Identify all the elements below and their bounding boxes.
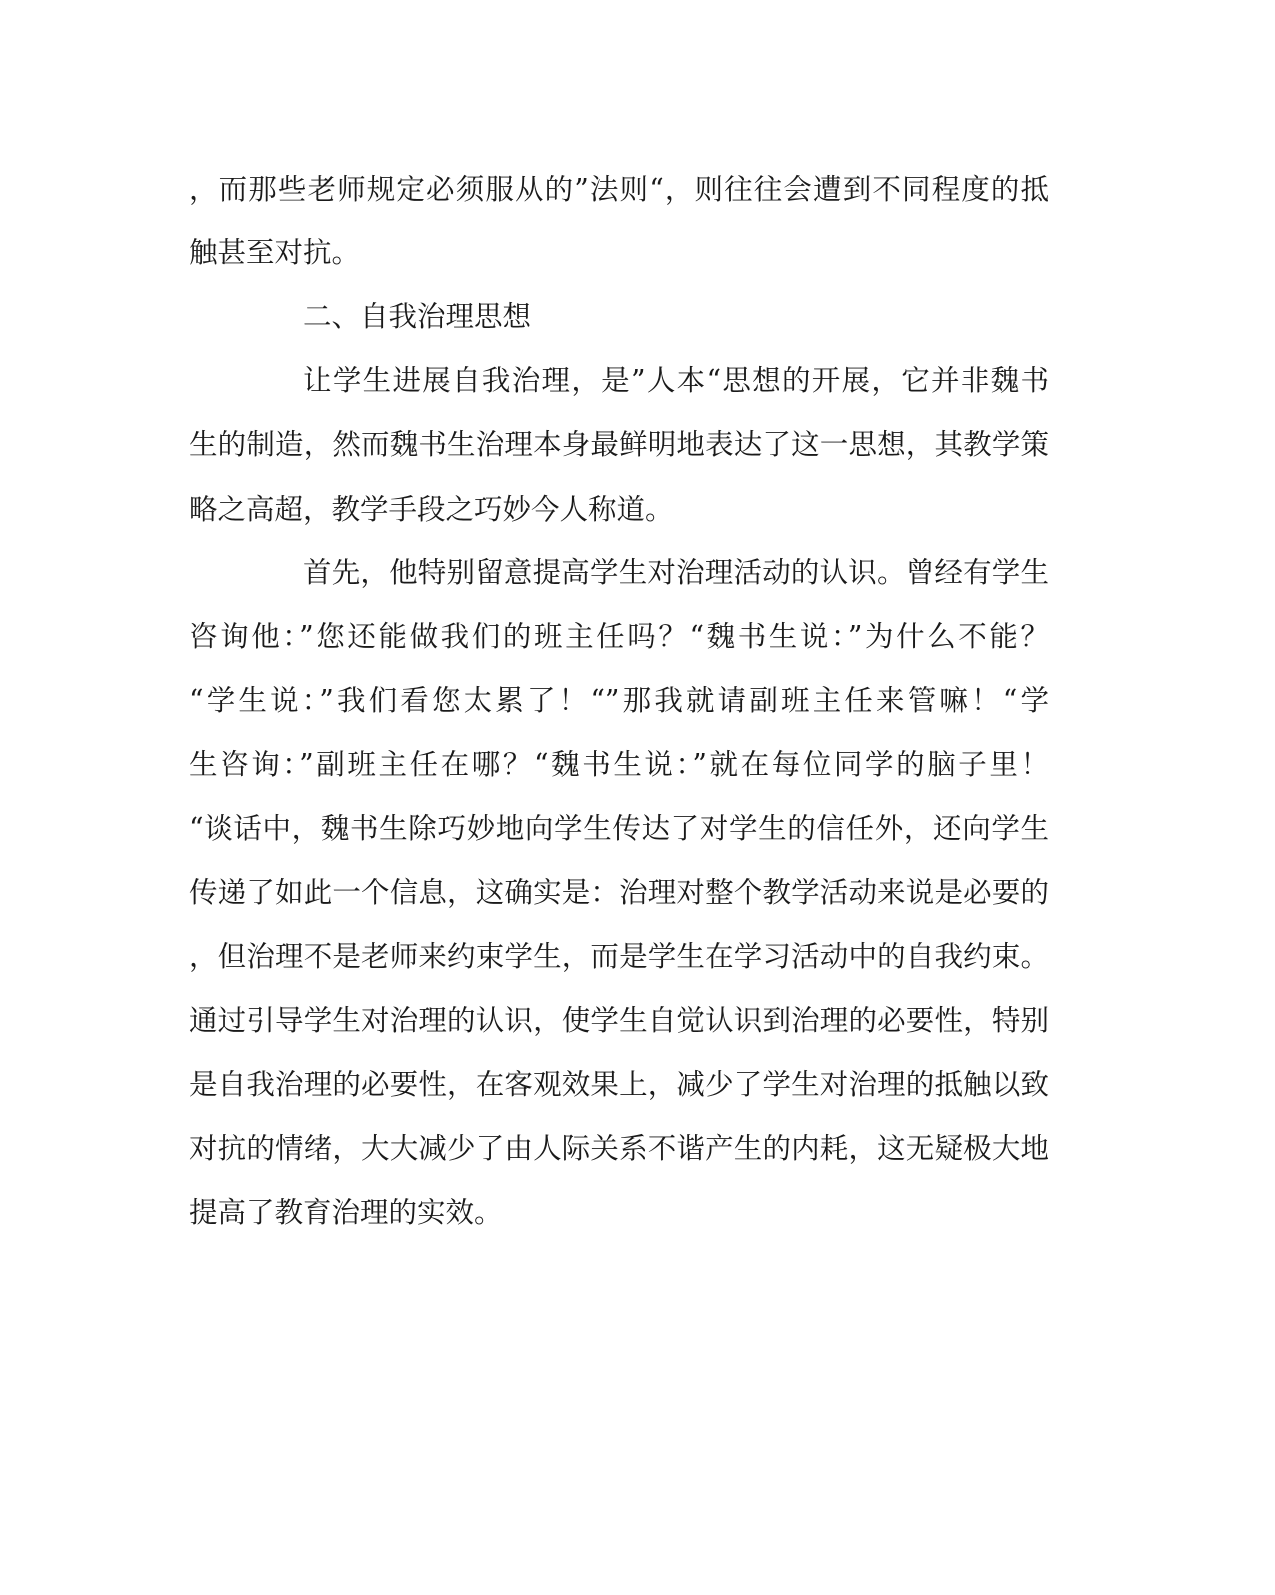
text-line: 生的制造，然而魏书生治理本身最鲜明地表达了这一思想，其教学策	[189, 428, 1049, 461]
text-line: 传递了如此一个信息，这确实是：治理对整个教学活动来说是必要的	[189, 876, 1049, 909]
text-line: 咨询他：”您还能做我们的班主任吗？“魏书生说：”为什么不能？	[189, 620, 1049, 653]
text-line: “学生说：”我们看您太累了！“”那我就请副班主任来管嘛！“学	[189, 684, 1049, 717]
text-line: ，而那些老师规定必须服从的”法则“，则往往会遭到不同程度的抵	[189, 173, 1049, 206]
text-line: 让学生进展自我治理，是”人本“思想的开展，它并非魏书	[303, 364, 1049, 397]
text-line: ，但治理不是老师来约束学生，而是学生在学习活动中的自我约束。	[189, 940, 1049, 973]
text-line: 首先，他特别留意提高学生对治理活动的认识。曾经有学生	[303, 556, 1049, 589]
text-line: 对抗的情绪，大大减少了由人际关系不谐产生的内耗，这无疑极大地	[189, 1132, 1049, 1165]
text-line: 生咨询：”副班主任在哪？“魏书生说：”就在每位同学的脑子里！	[189, 748, 1049, 781]
text-line: “谈话中，魏书生除巧妙地向学生传达了对学生的信任外，还向学生	[189, 812, 1049, 845]
text-line: 提高了教育治理的实效。	[189, 1196, 503, 1229]
text-line: 是自我治理的必要性，在客观效果上，减少了学生对治理的抵触以致	[189, 1068, 1049, 1101]
section-heading: 二、自我治理思想	[303, 300, 532, 333]
text-line: 略之高超，教学手段之巧妙今人称道。	[189, 493, 674, 526]
text-line: 通过引导学生对治理的认识，使学生自觉认识到治理的必要性，特别	[189, 1004, 1049, 1037]
text-line: 触甚至对抗。	[189, 236, 361, 269]
